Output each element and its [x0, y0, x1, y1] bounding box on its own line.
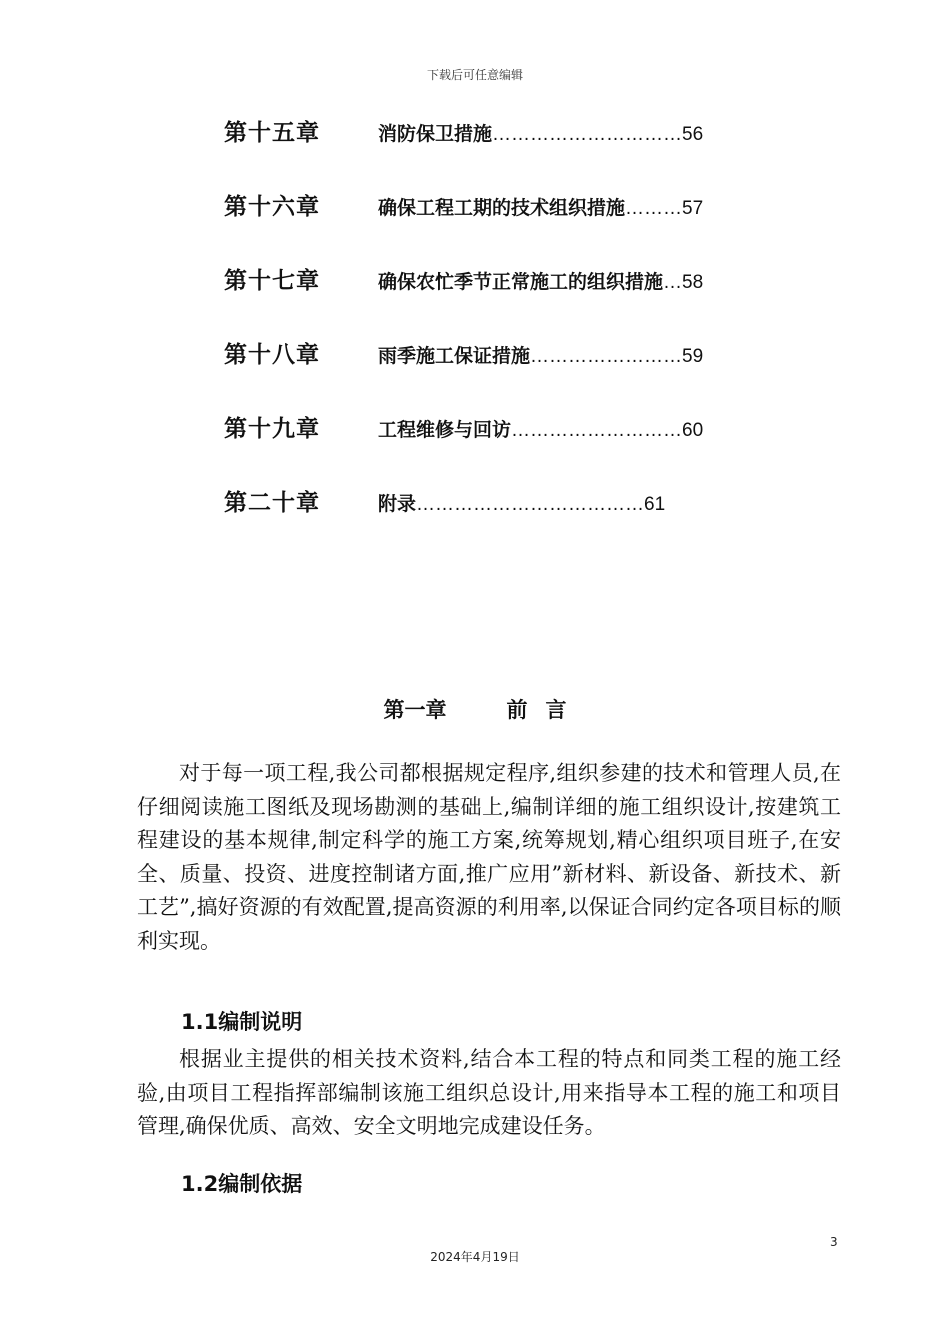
toc-title: 附录: [378, 493, 417, 515]
toc-row: [224, 188, 703, 222]
chapter-title-char: 前: [506, 698, 528, 722]
header-note: 下载后可任意编辑: [426, 68, 523, 82]
toc-leader-dots: ……………………: [530, 346, 683, 367]
chapter-title-char: 言: [545, 698, 567, 722]
toc-chapter: 第十五章: [224, 119, 320, 146]
body-paragraph: 根据业主提供的相关技术资料,结合本工程的特点和同类工程的施工经验,由项目工程指挥部编制该施工组织总设计,用来指导本工程的施工和项目管理,确保优质、高效、安全文明地完成建设任务。: [137, 1047, 841, 1138]
toc-page-number: 56: [682, 124, 704, 145]
toc-chapter: 第二十章: [224, 489, 320, 516]
toc-page-number: 57: [682, 198, 704, 219]
toc-title: 确保农忙季节正常施工的组织措施: [378, 271, 664, 293]
toc-row: [224, 410, 703, 444]
toc-leader-dots: ………………………………: [416, 494, 645, 515]
toc-chapter: 第十七章: [224, 267, 320, 294]
toc-row: [224, 336, 703, 370]
section-heading: 1.1编制说明: [181, 1010, 303, 1034]
toc-page-number: 61: [644, 494, 666, 515]
toc-page-number: 60: [682, 420, 704, 441]
toc-leader-dots: …………………………: [492, 124, 683, 145]
toc-title: 消防保卫措施: [378, 123, 493, 145]
toc-row: [224, 262, 703, 296]
toc-leader-dots: ………: [625, 198, 683, 219]
chapter-number: 第一章: [383, 698, 447, 722]
toc-title: 工程维修与回访: [378, 419, 512, 441]
toc-page-number: 59: [682, 346, 704, 367]
toc-title: 确保工程工期的技术组织措施: [378, 197, 626, 219]
toc-chapter: 第十九章: [224, 415, 320, 442]
footer-date: 2024年4月19日: [430, 1250, 520, 1264]
chapter-heading: [0, 694, 950, 724]
toc-row: [224, 114, 703, 148]
toc-chapter: 第十八章: [224, 341, 320, 368]
toc-chapter: 第十六章: [224, 193, 320, 220]
intro-paragraph: 对于每一项工程,我公司都根据规定程序,组织参建的技术和管理人员,在仔细阅读施工图纸及现场勘测的基础上,编制详细的施工组织设计,按建筑工程建设的基本规律,制定科学的施工方案,统筹规划,精心组织项目班子,在安全、质量、投资、进度控制诸方面,推广应用”新材料、新设备、新技术、新工艺”,搞好资源的有效配置,提高资源的利用率,以保证合同约定各项目标的顺利实现。: [137, 761, 841, 953]
toc-leader-dots: ………………………: [511, 420, 683, 441]
page-number: 3: [830, 1235, 838, 1249]
toc-title: 雨季施工保证措施: [378, 345, 531, 367]
section-heading: 1.2编制依据: [181, 1172, 303, 1196]
toc-page-number: 58: [682, 272, 704, 293]
toc-row: [224, 484, 665, 518]
toc-leader-dots: …: [663, 272, 683, 293]
